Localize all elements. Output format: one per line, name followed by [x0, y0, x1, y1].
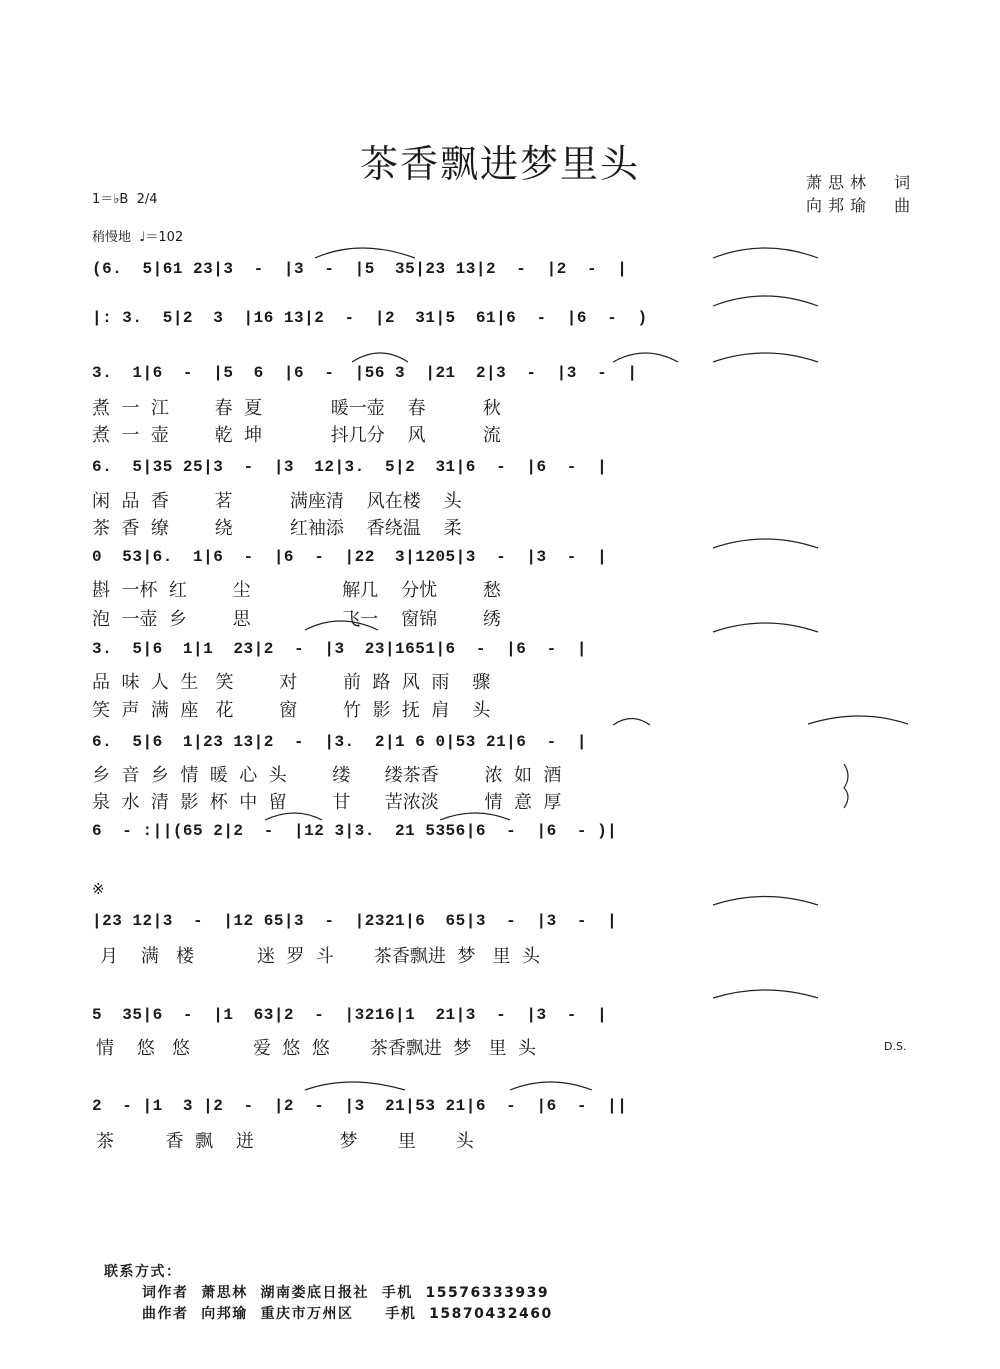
lyric-line-6b: 笑 声 满 座 花 窗 竹 影 抚 肩 头 [92, 700, 491, 721]
notation-line-3: 3. 1|6 - |5 6 |6 - |56 3 |21 2|3 - |3 - | [92, 364, 638, 382]
lyric-line-11: 茶 香 飘 迸 梦 里 头 [96, 1131, 474, 1152]
segno-sign: ※ [92, 880, 105, 898]
notation-line-4: 6. 5|35 25|3 - |3 12|3. 5|2 31|6 - |6 - | [92, 458, 608, 476]
slur-arc [713, 296, 818, 306]
slur-arc [713, 353, 818, 362]
notation-line-5: 0 53|6. 1|6 - |6 - |22 3|1205|3 - |3 - | [92, 548, 608, 566]
slur-arc [265, 813, 322, 820]
slur-arc [315, 248, 415, 258]
lyricist-credit: 萧思林 词 [806, 173, 917, 192]
slur-arc [305, 1082, 405, 1090]
brace [844, 764, 848, 808]
lyric-line-4b: 茶 香 缭 绕 红袖添 香绕温 柔 [92, 518, 462, 539]
slur-arc [613, 719, 650, 726]
contact-heading: 联系方式： [104, 1264, 182, 1280]
notation-line-6: 3. 5|6 1|1 23|2 - |3 23|1651|6 - |6 - | [92, 640, 587, 658]
lyric-line-3a: 煮 一 江 春 夏 暖一壶 春 秋 [92, 398, 501, 419]
contact-lyricist: 词作者 萧思林 湖南娄底日报社 手机 15576333939 [142, 1285, 550, 1301]
slur-arc [440, 813, 510, 820]
key-signature: 1＝♭B 2/4 [92, 192, 158, 207]
slur-arc [613, 353, 678, 362]
notation-line-8: 6 - :||(65 2|2 - |12 3|3. 21 5356|6 - |6 - )| [92, 822, 618, 840]
tempo-marking: 稍慢地 ♩＝102 [92, 230, 184, 245]
slur-arc [713, 990, 818, 998]
slur-arc [713, 539, 818, 548]
contact-composer: 曲作者 向邦瑜 重庆市万州区 手机 15870432460 [142, 1306, 553, 1322]
notation-line-1: (6. 5|61 23|3 - |3 - |5 35|23 13|2 - |2 - | [92, 260, 628, 278]
lyric-line-3b: 煮 一 壶 乾 坤 抖几分 风 流 [92, 425, 501, 446]
slur-arc [352, 353, 408, 362]
lyric-line-7a: 乡 音 乡 情 暖 心 头 缕 缕茶香 浓 如 酒 [92, 765, 562, 786]
lyric-line-9: 月 满 楼 迷 罗 斗 茶香飘进 梦 里 头 [100, 946, 540, 967]
lyric-line-10: 情 悠 悠 爱 悠 悠 茶香飘进 梦 里 头 [96, 1038, 536, 1059]
lyric-line-4a: 闲 品 香 茗 满座清 风在楼 头 [92, 491, 462, 512]
lyric-line-5a: 斟 一杯 红 尘 解几 分忧 愁 [92, 580, 501, 601]
notation-line-10: 5 35|6 - |1 63|2 - |3216|1 21|3 - |3 - | [92, 1006, 608, 1024]
composer-credit: 向邦瑜 曲 [806, 196, 917, 215]
dal-segno-mark: D.S. [884, 1040, 907, 1053]
slur-arc [713, 623, 818, 632]
notation-line-2: |: 3. 5|2 3 |16 13|2 - |2 31|5 61|6 - |6 - ) [92, 309, 648, 327]
slur-arc [713, 897, 818, 906]
slur-arc [305, 621, 378, 630]
lyric-line-6a: 品 味 人 生 笑 对 前 路 风 雨 骤 [92, 672, 491, 693]
slur-arc [510, 1082, 592, 1090]
lyric-line-5b: 泡 一壶 乡 思 飞一 窗锦 绣 [92, 609, 501, 630]
slur-arc [808, 716, 908, 724]
song-title: 茶香飘进梦里头 [359, 142, 640, 186]
slur-arc [713, 248, 818, 258]
notation-line-11: 2 - |1 3 |2 - |2 - |3 21|53 21|6 - |6 - || [92, 1097, 628, 1115]
notation-line-9: |23 12|3 - |12 65|3 - |2321|6 65|3 - |3 - | [92, 912, 618, 930]
lyric-line-7b: 泉 水 清 影 杯 中 留 甘 苦浓淡 情 意 厚 [92, 792, 562, 813]
notation-line-7: 6. 5|6 1|23 13|2 - |3. 2|1 6 0|53 21|6 - | [92, 733, 587, 751]
